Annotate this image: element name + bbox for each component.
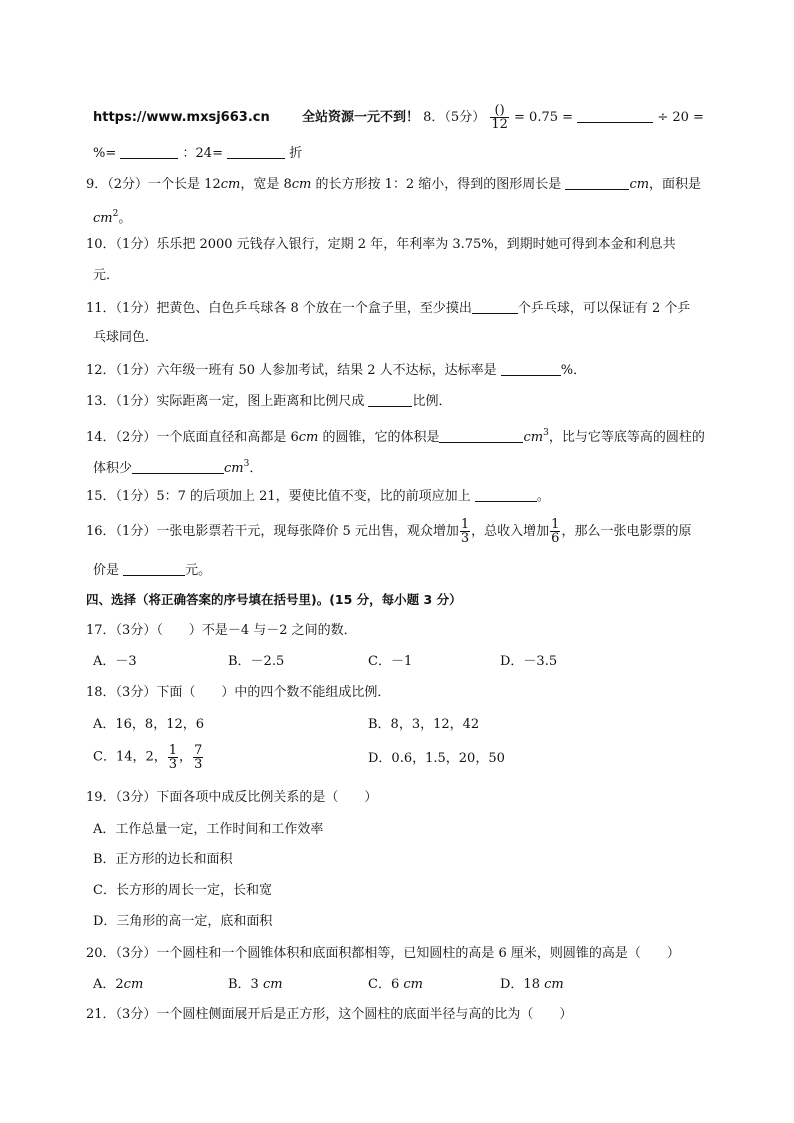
q8-line2 bbox=[93, 145, 302, 162]
q12-blank[interactable] bbox=[501, 362, 561, 376]
q8-ratio: ：24= bbox=[182, 146, 223, 161]
q20-b-text: B．3 bbox=[228, 977, 263, 992]
q8-zhe: 折 bbox=[289, 146, 303, 161]
q17-option-b[interactable]: B．－2.5 bbox=[228, 654, 285, 669]
q18-option-c[interactable]: C．14，2， $\frac{1}{3}$ ， $\frac{7}{3}$ bbox=[93, 743, 203, 772]
q16-fraction-2 bbox=[550, 518, 560, 545]
q8-blank-3[interactable] bbox=[227, 145, 285, 159]
q16-f1-num: 1 bbox=[460, 517, 470, 532]
q14-text-c: ，比与它等底等高的圆柱的 bbox=[548, 430, 705, 445]
q12-line bbox=[86, 362, 586, 379]
q11-line2: 乓球同色． bbox=[93, 330, 159, 345]
q8-blank-1[interactable] bbox=[577, 109, 653, 123]
q13-text: 13．（1分）实际距离一定，图上距离和比例尺成 bbox=[86, 394, 365, 409]
q15-end: 。 bbox=[536, 489, 550, 504]
q20-option-a[interactable] bbox=[93, 977, 143, 993]
q9-unit-2: cm bbox=[291, 177, 312, 192]
q9-line2 bbox=[93, 206, 131, 227]
q18-c-f1-num: 1 bbox=[168, 743, 178, 758]
q18-option-a[interactable]: A．16，8，12，6 bbox=[93, 717, 205, 732]
q16-f2-num: 1 bbox=[551, 517, 560, 532]
q19-option-b[interactable]: B．正方形的边长和面积 bbox=[93, 852, 233, 867]
q16-fraction-1 bbox=[460, 518, 470, 545]
q9-text-b: ，宽是 8 bbox=[240, 177, 292, 192]
q14-text-d: 体积少 bbox=[93, 461, 133, 476]
q15-blank[interactable] bbox=[475, 488, 537, 502]
q16-line1 bbox=[86, 518, 691, 545]
q12-text: 12．（1分）六年级一班有 50 人参加考试，结果 2 人不达标，达标率是 bbox=[86, 363, 497, 378]
q14-sup-2: 3 bbox=[243, 459, 250, 469]
q13-end: 比例． bbox=[412, 394, 452, 409]
q8-frac-den: 12 bbox=[491, 117, 508, 132]
q18-c-fraction-2 bbox=[193, 744, 203, 771]
q9-unit-3: cm bbox=[629, 177, 650, 192]
q20-option-d[interactable] bbox=[500, 977, 564, 993]
q16-blank[interactable] bbox=[123, 562, 185, 576]
q18-stem: 18．（3分）下面（ ）中的四个数不能组成比例． bbox=[86, 685, 391, 700]
q20-d-text: D．18 bbox=[500, 977, 545, 992]
q20-c-unit: cm bbox=[403, 977, 423, 992]
q9-blank-1[interactable] bbox=[565, 176, 629, 190]
q20-c-text: C．6 bbox=[368, 977, 404, 992]
q16-text-c: ，那么一张电影票的原 bbox=[561, 524, 692, 539]
q20-b-unit: cm bbox=[262, 977, 283, 992]
q16-f2-den: 6 bbox=[551, 531, 560, 546]
q19-option-a[interactable]: A．工作总量一定，工作时间和工作效率 bbox=[93, 822, 324, 837]
q20-stem: 20．（3分）一个圆柱和一个圆锥体积和底面积都相等，已知圆柱的高是 6 厘米，则圆锥的高是（ ） bbox=[86, 946, 680, 961]
q14-line2 bbox=[93, 456, 262, 477]
q8-pct: %= bbox=[93, 146, 117, 161]
q16-line2 bbox=[93, 562, 211, 579]
q8-prefix: 8．（5分） bbox=[423, 110, 486, 125]
q20-option-c[interactable] bbox=[368, 977, 423, 993]
q16-text-d: 价是 bbox=[93, 563, 120, 578]
q9-text-d: ，面积是 bbox=[649, 177, 702, 192]
q14-unit-3: cm bbox=[224, 461, 244, 476]
q21-stem: 21．（3分）一个圆柱侧面展开后是正方形，这个圆柱的底面半径与高的比为（ ） bbox=[86, 1007, 573, 1022]
q18-option-d[interactable]: D．0.6，1.5，20，50 bbox=[368, 751, 505, 766]
q15-line bbox=[86, 488, 550, 505]
q13-line bbox=[86, 393, 451, 410]
q8-frac-num: () bbox=[490, 104, 509, 118]
q16-text-b: ，总收入增加 bbox=[471, 524, 550, 539]
q15-text: 15．（1分）5：7 的后项加上 21，要使比值不变，比的前项应加上 bbox=[86, 489, 471, 504]
site-url[interactable]: https://www.mxsj663.cn bbox=[93, 110, 270, 125]
q9-text-a: 9．（2分）一个长是 12 bbox=[86, 177, 221, 192]
q16-text-a: 16．（1分）一张电影票若干元，现每张降价 5 元出售，观众增加 bbox=[86, 524, 459, 539]
q19-option-d[interactable]: D．三角形的高一定，底和面积 bbox=[93, 914, 273, 929]
q8-div: ÷ 20 = bbox=[657, 110, 704, 125]
q20-option-b[interactable] bbox=[228, 977, 283, 993]
q16-end: 元。 bbox=[185, 563, 212, 578]
q8-line1 bbox=[93, 104, 704, 131]
q17-option-c[interactable]: C．－1 bbox=[368, 654, 413, 669]
q18-c-f2-den: 3 bbox=[194, 757, 203, 772]
q14-text-a: 14．（2分）一个底面直径和高都是 6 bbox=[86, 430, 299, 445]
q18-c-f2-num: 7 bbox=[194, 743, 203, 758]
q10-line1: 10．（1分）乐乐把 2000 元钱存入银行，定期 2 年，年利率为 3.75%，到期时她可得到本金和利息共 bbox=[86, 237, 676, 252]
q16-f1-den: 3 bbox=[460, 531, 470, 546]
q8-fraction bbox=[490, 104, 509, 131]
q14-line1 bbox=[86, 425, 705, 446]
q9-unit-4: cm bbox=[93, 211, 113, 226]
q18-option-b[interactable]: B．8，3，12，42 bbox=[368, 717, 480, 732]
q11-line1 bbox=[86, 300, 690, 317]
q18-c-f1-den: 3 bbox=[168, 757, 178, 772]
q12-end: %． bbox=[560, 363, 587, 378]
q8-mid: = 0.75 = bbox=[514, 110, 574, 125]
q11-text-a: 11．（1分）把黄色、白色乒乓球各 8 个放在一个盒子里，至少摸出 bbox=[86, 301, 472, 316]
q10-line2: 元． bbox=[93, 268, 120, 283]
q14-unit-1: cm bbox=[298, 430, 319, 445]
q18-c-text: C．14，2， bbox=[93, 749, 167, 765]
q13-blank[interactable] bbox=[368, 393, 412, 407]
q9-end: 。 bbox=[118, 211, 132, 226]
q18-c-fraction-1 bbox=[168, 744, 178, 771]
q14-unit-2: cm bbox=[523, 430, 544, 445]
q8-blank-2[interactable] bbox=[120, 145, 178, 159]
q17-option-d[interactable]: D．－3.5 bbox=[500, 654, 558, 669]
q9-text-c: 的长方形按 1：2 缩小，得到的图形周长是 bbox=[311, 177, 562, 192]
q9-line1 bbox=[86, 176, 701, 193]
q14-text-b: 的圆锥，它的体积是 bbox=[318, 430, 440, 445]
q20-a-text: A．2 bbox=[93, 977, 124, 992]
q11-blank[interactable] bbox=[472, 300, 518, 314]
q14-sup-1: 3 bbox=[543, 428, 549, 438]
q9-unit-1: cm bbox=[220, 177, 241, 192]
q17-option-a[interactable]: A．－3 bbox=[93, 654, 137, 669]
q11-text-b: 个乒乓球，可以保证有 2 个乒 bbox=[517, 301, 691, 316]
q20-d-unit: cm bbox=[544, 977, 564, 992]
q19-option-c[interactable]: C．长方形的周长一定，长和宽 bbox=[93, 883, 272, 898]
q14-blank-2[interactable] bbox=[132, 460, 224, 474]
site-slogan: 全站资源一元不到！ bbox=[302, 110, 420, 125]
q14-blank-1[interactable] bbox=[439, 429, 523, 443]
q20-a-unit: cm bbox=[123, 977, 144, 992]
q19-stem: 19．（3分）下面各项中成反比例关系的是（ ） bbox=[86, 790, 378, 805]
q17-stem: 17．（3分）（ ）不是－4 与－2 之间的数． bbox=[86, 623, 357, 638]
q9-sup: 2 bbox=[112, 209, 119, 219]
section-4-heading: 四、选择（将正确答案的序号填在括号里)。(15 分，每小题 3 分） bbox=[86, 592, 462, 607]
q14-end: ． bbox=[249, 461, 263, 476]
